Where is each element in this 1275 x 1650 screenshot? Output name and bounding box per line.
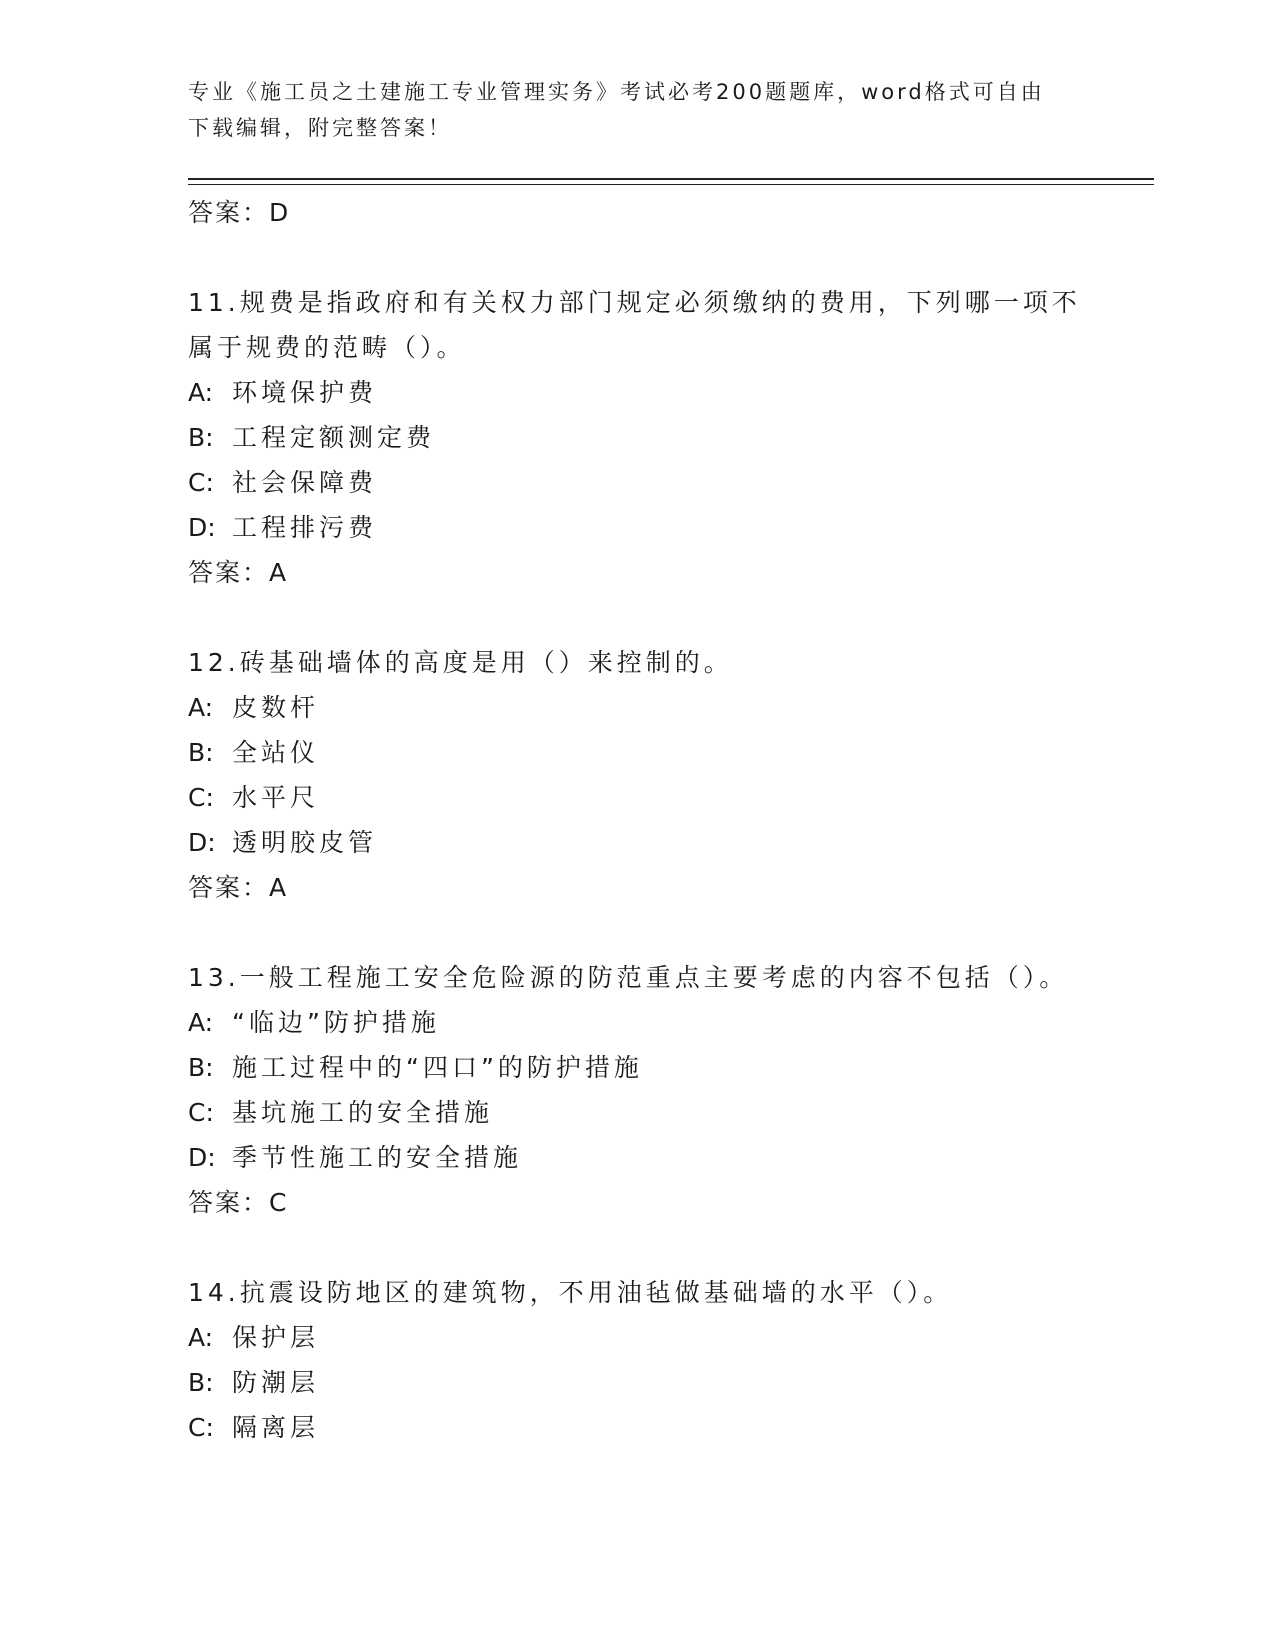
answer: 答案：A xyxy=(188,558,289,587)
option-text: 水平尺 xyxy=(232,783,320,812)
option-d xyxy=(188,505,1088,550)
option-letter: D: xyxy=(188,513,216,542)
option-text: 基坑施工的安全措施 xyxy=(232,1098,494,1127)
option-text: 皮数杆 xyxy=(232,693,320,722)
option-b xyxy=(188,415,1088,460)
option-text: 透明胶皮管 xyxy=(232,828,378,857)
answer: 答案：C xyxy=(188,1188,289,1217)
question-stem xyxy=(188,640,1088,685)
option-text: 隔离层 xyxy=(232,1413,320,1442)
header-rule-thick xyxy=(188,178,1154,180)
option-c xyxy=(188,1405,1088,1450)
option-b xyxy=(188,1045,1088,1090)
option-text: 工程排污费 xyxy=(232,513,378,542)
document-header xyxy=(188,74,1088,146)
option-letter: C: xyxy=(188,468,214,497)
question-13 xyxy=(188,955,1088,1226)
option-text: 社会保障费 xyxy=(232,468,378,497)
question-stem xyxy=(188,280,1088,370)
header-line-2: 下载编辑，附完整答案！ xyxy=(188,116,452,140)
option-b xyxy=(188,1360,1088,1405)
option-c xyxy=(188,1090,1088,1135)
option-a xyxy=(188,370,1088,415)
option-text: 施工过程中的“四口”的防护措施 xyxy=(232,1053,643,1082)
option-d xyxy=(188,820,1088,865)
option-letter: B: xyxy=(188,1053,214,1082)
answer: 答案：A xyxy=(188,873,289,902)
question-stem-line: 14.抗震设防地区的建筑物，不用油毡做基础墙的水平（）。 xyxy=(188,1278,953,1307)
option-text: 保护层 xyxy=(232,1323,320,1352)
option-text: 防潮层 xyxy=(232,1368,320,1397)
previous-answer: 答案：D xyxy=(188,198,291,227)
question-stem xyxy=(188,1270,1088,1315)
option-letter: C: xyxy=(188,1098,214,1127)
question-12 xyxy=(188,640,1088,911)
option-c xyxy=(188,460,1088,505)
question-stem-line: 12.砖基础墙体的高度是用（）来控制的。 xyxy=(188,648,733,677)
option-text: 季节性施工的安全措施 xyxy=(232,1143,523,1172)
option-text: 工程定额测定费 xyxy=(232,423,436,452)
question-11 xyxy=(188,280,1088,596)
option-d xyxy=(188,1135,1088,1180)
question-stem xyxy=(188,955,1088,1000)
option-text: 全站仪 xyxy=(232,738,320,767)
option-text: 环境保护费 xyxy=(232,378,378,407)
option-a xyxy=(188,685,1088,730)
option-letter: B: xyxy=(188,1368,214,1397)
option-letter: A: xyxy=(188,693,214,722)
option-letter: A: xyxy=(188,1008,214,1037)
question-14 xyxy=(188,1270,1088,1450)
header-rule-thin xyxy=(188,184,1154,185)
option-b xyxy=(188,730,1088,775)
question-list xyxy=(188,190,1088,1450)
option-letter: D: xyxy=(188,828,216,857)
option-letter: B: xyxy=(188,423,214,452)
option-letter: C: xyxy=(188,1413,214,1442)
question-stem-line: 13.一般工程施工安全危险源的防范重点主要考虑的内容不包括（）。 xyxy=(188,963,1069,992)
option-c xyxy=(188,775,1088,820)
option-letter: D: xyxy=(188,1143,216,1172)
question-stem-line: 属于规费的范畴（）。 xyxy=(188,333,466,362)
option-a xyxy=(188,1000,1088,1045)
header-line-1: 专业《施工员之土建施工专业管理实务》考试必考200题题库，word格式可自由 xyxy=(188,80,1045,104)
option-a xyxy=(188,1315,1088,1360)
question-stem-line: 11.规费是指政府和有关权力部门规定必须缴纳的费用，下列哪一项不 xyxy=(188,288,1081,317)
option-letter: A: xyxy=(188,1323,214,1352)
option-letter: C: xyxy=(188,783,214,812)
option-text: “临边”防护措施 xyxy=(232,1008,440,1037)
option-letter: A: xyxy=(188,378,214,407)
option-letter: B: xyxy=(188,738,214,767)
